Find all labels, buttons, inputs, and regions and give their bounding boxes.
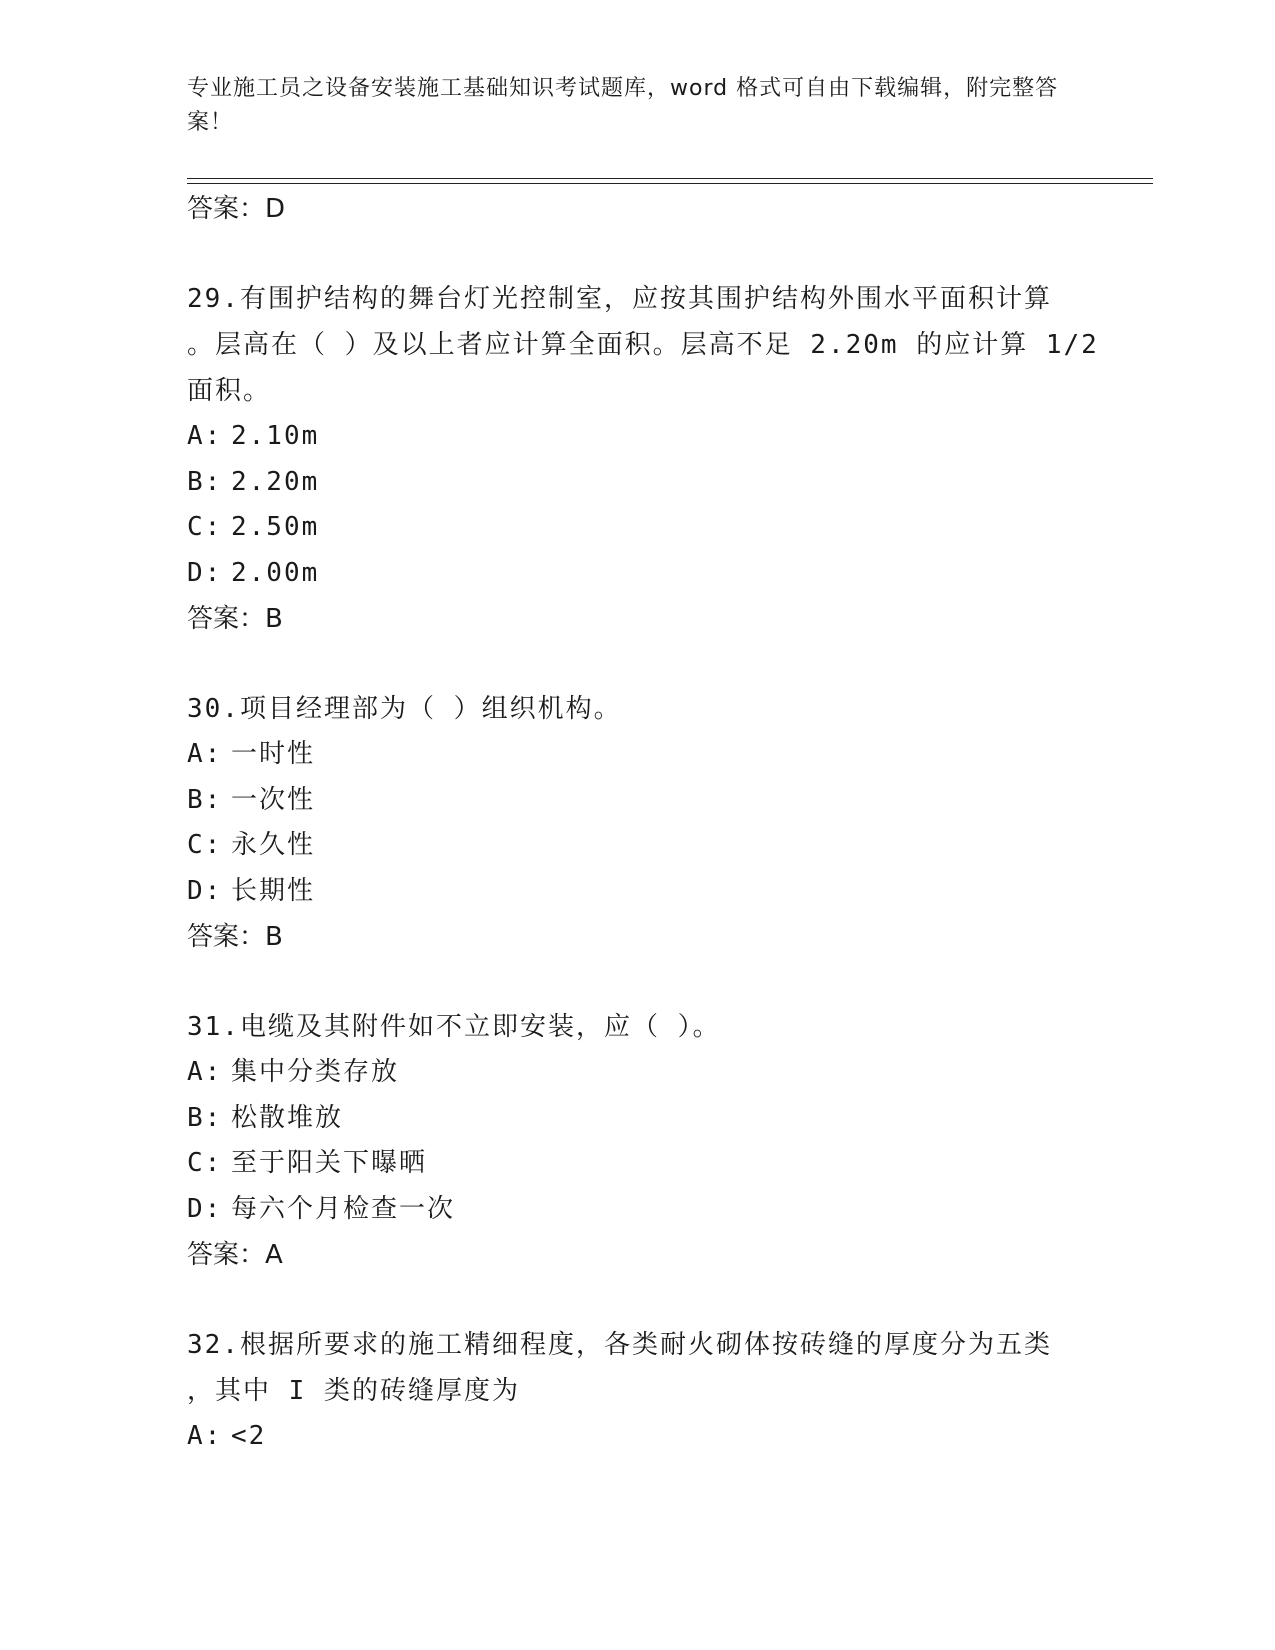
option-label: A: [187,1421,223,1451]
option-label: C: [187,1148,223,1178]
question-text: 32.根据所要求的施工精细程度，各类耐火砌体按砖缝的厚度分为五类 [187,1330,1052,1360]
question-block [187,276,1099,642]
option-b [187,1096,1087,1142]
option-c [187,505,1087,551]
option-text: 2.00m [231,557,320,588]
option-b [187,778,1087,824]
option-label: D: [187,875,223,906]
option-text: 永久性 [231,830,316,860]
option-d [187,1187,1087,1233]
document-body [187,186,1099,1460]
option-d [187,551,1087,597]
option-text: 2.20m [231,466,320,497]
option-text: 至于阳关下曝晒 [231,1148,428,1178]
answer-line: 答案：D [187,194,286,224]
option-label: B: [187,466,223,497]
answer-line: 答案：B [187,922,283,952]
option-a [187,1050,1087,1096]
question-block [187,1322,1087,1460]
option-label: A: [187,1057,223,1087]
option-text: 松散堆放 [231,1102,344,1133]
option-text: 2.50m [231,512,320,542]
question-text: 29.有围护结构的舞台灯光控制室，应按其围护结构外围水平面积计算 [187,284,1052,314]
header-rule-upper [187,178,1153,179]
option-d [187,869,1087,915]
option-label: D: [187,557,223,588]
option-text: 长期性 [231,875,316,906]
question-block [187,686,1087,960]
option-text: <2 [231,1421,267,1451]
option-label: C: [187,830,223,860]
option-text: 一次性 [231,784,316,815]
answer-line: 答案：B [187,604,283,634]
option-text: 一时性 [231,739,316,769]
question-text: 31.电缆及其附件如不立即安装，应（ ）。 [187,1012,721,1042]
question-block [187,1004,1087,1278]
option-text: 集中分类存放 [231,1057,400,1087]
option-label: A: [187,421,223,451]
question-text: ，其中 I 类的砖缝厚度为 [187,1376,520,1406]
option-label: B: [187,784,223,815]
option-text: 2.10m [231,421,320,451]
option-label: D: [187,1193,223,1224]
option-label: A: [187,739,223,769]
header-rule-lower [187,183,1153,184]
question-text: 。层高在（ ）及以上者应计算全面积。层高不足 2.20m 的应计算 1/2 [187,330,1099,360]
option-a [187,732,1087,778]
question-text: 面积。 [187,376,272,406]
answer-line: 答案：A [187,1240,283,1270]
option-a [187,414,1087,460]
document-header: 专业施工员之设备安装施工基础知识考试题库，word 格式可自由下载编辑，附完整答案！ [187,76,1059,135]
option-a [187,1414,1087,1460]
question-text: 30.项目经理部为（ ）组织机构。 [187,694,622,724]
option-b [187,460,1087,506]
option-c [187,823,1087,869]
option-c [187,1141,1087,1187]
option-label: B: [187,1102,223,1133]
option-text: 每六个月检查一次 [231,1193,456,1224]
option-label: C: [187,512,223,542]
